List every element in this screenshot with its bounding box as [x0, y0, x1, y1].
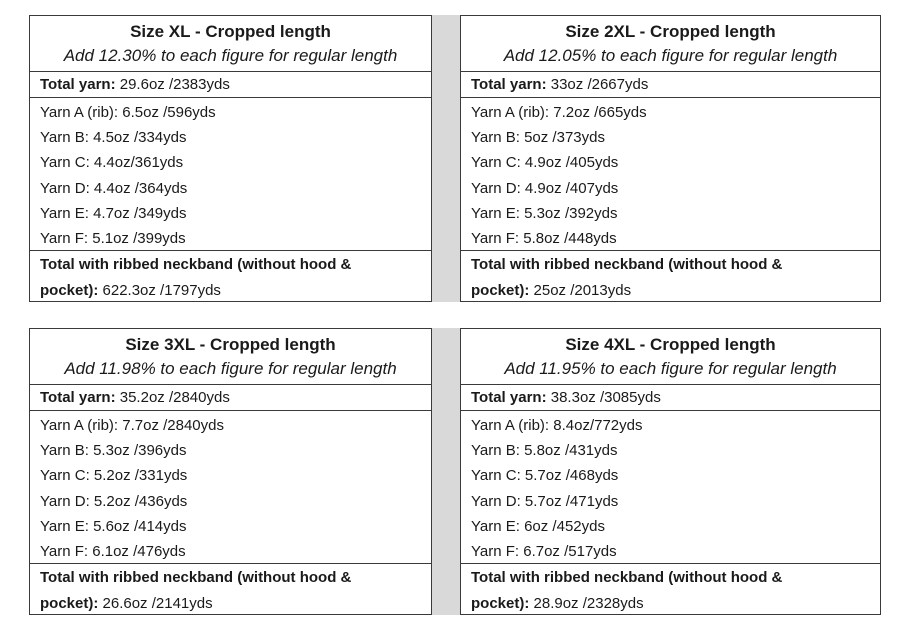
yarn-row: Yarn F: 6.1oz /476yds: [40, 543, 186, 561]
neckband-total-value: 622.3oz /1797yds: [98, 282, 221, 299]
neckband-total-label: Total with ribbed neckband (without hood &: [471, 256, 783, 273]
yarn-row: Yarn A (rib): 6.5oz /596yds: [40, 104, 216, 121]
size-card-xl: [29, 15, 432, 302]
card-header: [30, 329, 431, 385]
neckband-total-line2: [471, 278, 880, 304]
total-yarn-label: Total yarn:: [471, 389, 547, 406]
regular-length-note: Add 11.98% to each figure for regular length: [64, 359, 397, 378]
total-yarn-value: 33oz /2667yds: [546, 76, 649, 93]
yarn-row: Yarn D: 4.4oz /364yds: [40, 179, 188, 197]
neckband-total: [461, 251, 880, 304]
yarn-row: Yarn B: 5.8oz /431yds: [471, 442, 618, 460]
neckband-total: [461, 564, 880, 617]
total-yarn-row: [30, 385, 431, 411]
size-title: Size 4XL - Cropped length: [565, 335, 776, 354]
yarn-row: Yarn B: 5oz /373yds: [471, 129, 605, 147]
yarn-row: Yarn A (rib): 8.4oz/772yds: [471, 417, 643, 434]
neckband-total-line2: [471, 591, 880, 617]
total-yarn-row: [461, 385, 880, 411]
size-title: Size 3XL - Cropped length: [125, 335, 336, 354]
neckband-total: [30, 251, 431, 304]
total-yarn-row: [30, 72, 431, 98]
neckband-total-line2: [40, 591, 431, 617]
yarn-list: [461, 411, 880, 564]
total-yarn-value: 38.3oz /3085yds: [546, 389, 661, 406]
size-title: Size XL - Cropped length: [130, 22, 331, 41]
neckband-total-line2: [40, 278, 431, 304]
yarn-row: Yarn B: 5.3oz /396yds: [40, 442, 187, 460]
total-yarn-value: 29.6oz /2383yds: [115, 76, 230, 93]
neckband-pocket-label: pocket):: [471, 282, 530, 299]
regular-length-note: Add 12.05% to each figure for regular length: [503, 46, 838, 65]
size-title: Size 2XL - Cropped length: [565, 22, 776, 41]
yarn-row: Yarn E: 5.3oz /392yds: [471, 204, 618, 222]
column-gutter-top: [432, 15, 460, 302]
yarn-row: Yarn C: 4.9oz /405yds: [471, 154, 619, 172]
size-card-3xl: [29, 328, 432, 615]
yarn-row: Yarn C: 5.2oz /331yds: [40, 467, 188, 485]
neckband-pocket-label: pocket):: [40, 595, 99, 612]
column-gutter-bottom: [432, 328, 460, 615]
card-header: [461, 16, 880, 72]
card-header: [461, 329, 880, 385]
yarn-list: [30, 98, 431, 251]
regular-length-note: Add 12.30% to each figure for regular length: [63, 46, 398, 65]
size-card-4xl: [460, 328, 881, 615]
total-yarn-label: Total yarn:: [471, 76, 547, 93]
neckband-total-value: 26.6oz /2141yds: [98, 595, 213, 612]
total-yarn-row: [461, 72, 880, 98]
total-yarn-label: Total yarn:: [40, 76, 116, 93]
neckband-pocket-label: pocket):: [40, 282, 99, 299]
neckband-total-value: 28.9oz /2328yds: [529, 595, 644, 612]
neckband-total-label: Total with ribbed neckband (without hood &: [40, 256, 352, 273]
yarn-row: Yarn C: 5.7oz /468yds: [471, 467, 619, 485]
card-header: [30, 16, 431, 72]
neckband-total-value: 25oz /2013yds: [529, 282, 632, 299]
yarn-row: Yarn F: 5.8oz /448yds: [471, 230, 617, 248]
yarn-row: Yarn E: 5.6oz /414yds: [40, 517, 187, 535]
total-yarn-value: 35.2oz /2840yds: [115, 389, 230, 406]
regular-length-note: Add 11.95% to each figure for regular length: [504, 359, 837, 378]
yarn-list: [461, 98, 880, 251]
yarn-row: Yarn D: 5.7oz /471yds: [471, 492, 619, 510]
yarn-row: Yarn F: 5.1oz /399yds: [40, 230, 186, 248]
yarn-row: Yarn D: 4.9oz /407yds: [471, 179, 619, 197]
neckband-total: [30, 564, 431, 617]
neckband-total-label: Total with ribbed neckband (without hood &: [471, 569, 783, 586]
neckband-total-label: Total with ribbed neckband (without hood &: [40, 569, 352, 586]
yarn-row: Yarn A (rib): 7.7oz /2840yds: [40, 417, 224, 434]
size-card-2xl: [460, 15, 881, 302]
total-yarn-label: Total yarn:: [40, 389, 116, 406]
yarn-row: Yarn E: 4.7oz /349yds: [40, 204, 187, 222]
neckband-pocket-label: pocket):: [471, 595, 530, 612]
yarn-row: Yarn B: 4.5oz /334yds: [40, 129, 187, 147]
yarn-row: Yarn F: 6.7oz /517yds: [471, 543, 617, 561]
yarn-row: Yarn C: 4.4oz/361yds: [40, 154, 184, 172]
yarn-row: Yarn A (rib): 7.2oz /665yds: [471, 104, 647, 121]
yarn-list: [30, 411, 431, 564]
yarn-row: Yarn E: 6oz /452yds: [471, 517, 605, 535]
yarn-row: Yarn D: 5.2oz /436yds: [40, 492, 188, 510]
